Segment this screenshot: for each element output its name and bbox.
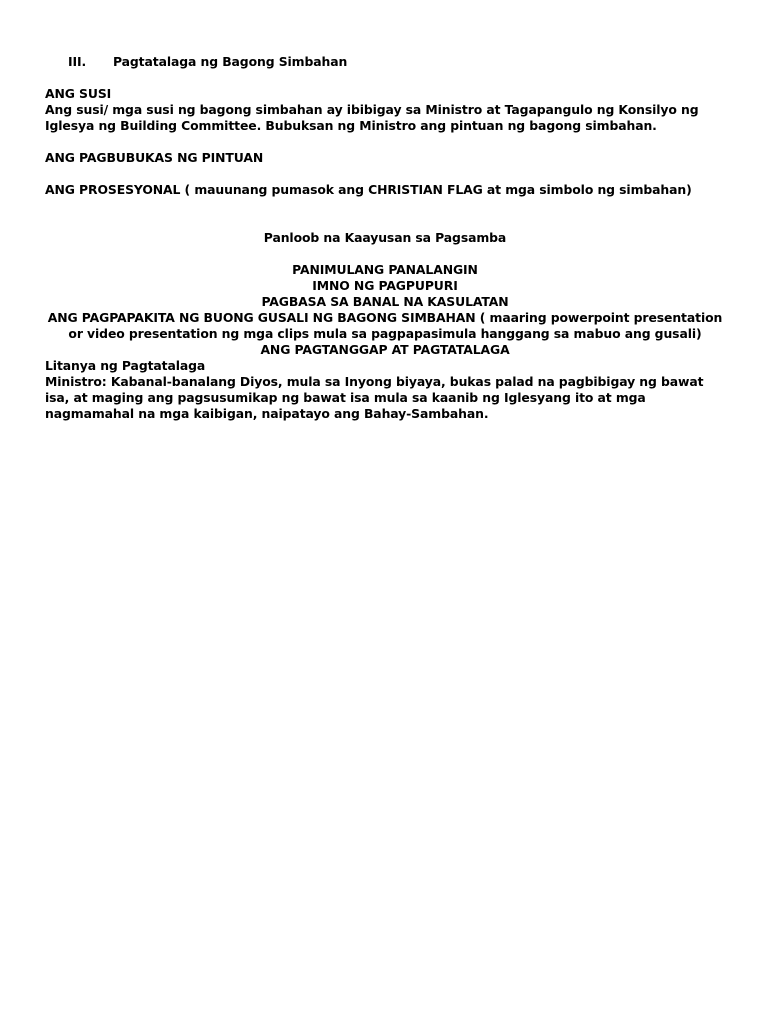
litanya-heading: Litanya ng Pagtatalaga [45, 358, 206, 373]
order-item: PAGBASA SA BANAL NA KASULATAN [261, 294, 509, 309]
order-item: IMNO NG PAGPUPURI [312, 278, 458, 293]
ang-susi-text: Ang susi/ mga susi ng bagong simbahan ay ibibigay sa Ministro at Tagapangulo ng Konsilyo ng Iglesya ng Building Committee. Bubuksan ng Ministro ang pintuan ng bagong simbahan. [45, 102, 699, 133]
section-title: Pagtatalaga ng Bagong Simbahan [113, 54, 348, 69]
order-of-worship-title: Panloob na Kaayusan sa Pagsamba [263, 230, 507, 245]
ang-susi-heading: ANG SUSI [45, 86, 112, 101]
document-body [45, 54, 725, 422]
litanya-text: Ministro: Kabanal-banalang Diyos, mula sa Inyong biyaya, bukas palad na pagbibigay ng bawat isa, at maging ang pagsusumikap ng bawat isa mula sa kaanib ng Iglesyang ito at mga nagmamahal na mga kaibigan, naipatayo ang Bahay-Sambahan. [45, 374, 704, 421]
prosesyonal-heading: ANG PROSESYONAL ( mauunang pumasok ang CHRISTIAN FLAG at mga simbolo ng simbahan) [45, 182, 692, 197]
order-item: ANG PAGTANGGAP AT PAGTATALAGA [260, 342, 510, 357]
section-heading [45, 54, 725, 70]
pagbubukas-heading: ANG PAGBUBUKAS NG PINTUAN [45, 150, 264, 165]
section-number: III. [68, 54, 87, 69]
order-item: PANIMULANG PANALANGIN [292, 262, 478, 277]
order-item: ANG PAGPAPAKITA NG BUONG GUSALI NG BAGONG SIMBAHAN ( maaring powerpoint presentation or video presentation ng mga clips mula sa pagpapasimula hanggang sa mabuo ang gusali) [47, 310, 723, 341]
